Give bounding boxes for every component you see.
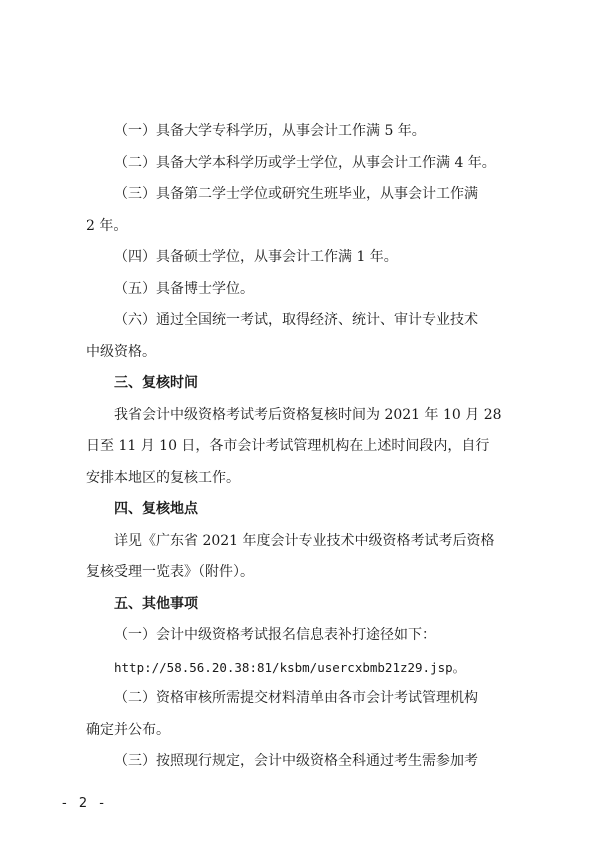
section-heading: 五、其他事项 [114,595,198,612]
paragraph-line: 详见《广东省 2021 年度会计专业技术中级资格考试考后资格 [114,532,495,549]
paragraph-line: （四）具备硕士学位，从事会计工作满 1 年。 [114,249,398,265]
url-text: http://58.56.20.38:81/ksbm/usercxbmb21z29.jsp。 [114,659,466,675]
paragraph-line: 中级资格。 [86,343,156,360]
paragraph-line: （三）具备第二学士学位或研究生班毕业，从事会计工作满 [114,186,478,202]
page-number: - 2 - [62,796,108,811]
paragraph-line: 安排本地区的复核工作。 [86,469,240,486]
paragraph-line: （五）具备博士学位。 [114,280,254,297]
paragraph-line: （二）具备大学本科学历或学士学位，从事会计工作满 4 年。 [114,154,496,171]
section-heading: 三、复核时间 [114,375,198,391]
paragraph-line: 确定并公布。 [86,721,170,738]
document-body [86,116,518,778]
paragraph-line: 复核受理一览表》（附件）。 [86,564,254,580]
section-heading: 四、复核地点 [114,501,198,517]
paragraph-line: （六）通过全国统一考试，取得经济、统计、审计专业技术 [114,312,478,328]
paragraph-line: （三）按照现行规定，会计中级资格全科通过考生需参加考 [114,753,478,769]
paragraph-line: 日至 11 月 10 日，各市会计考试管理机构在上述时间段内，自行 [86,438,490,454]
paragraph-line: （一）会计中级资格考试报名信息表补打途径如下： [114,627,436,643]
paragraph-line: （二）资格审核所需提交材料清单由各市会计考试管理机构 [114,690,478,706]
paragraph-line: （一）具备大学专科学历，从事会计工作满 5 年。 [114,123,426,139]
paragraph-line: 我省会计中级资格考试考后资格复核时间为 2021 年 10 月 28 [114,406,502,423]
paragraph-line: 2 年。 [86,217,128,234]
